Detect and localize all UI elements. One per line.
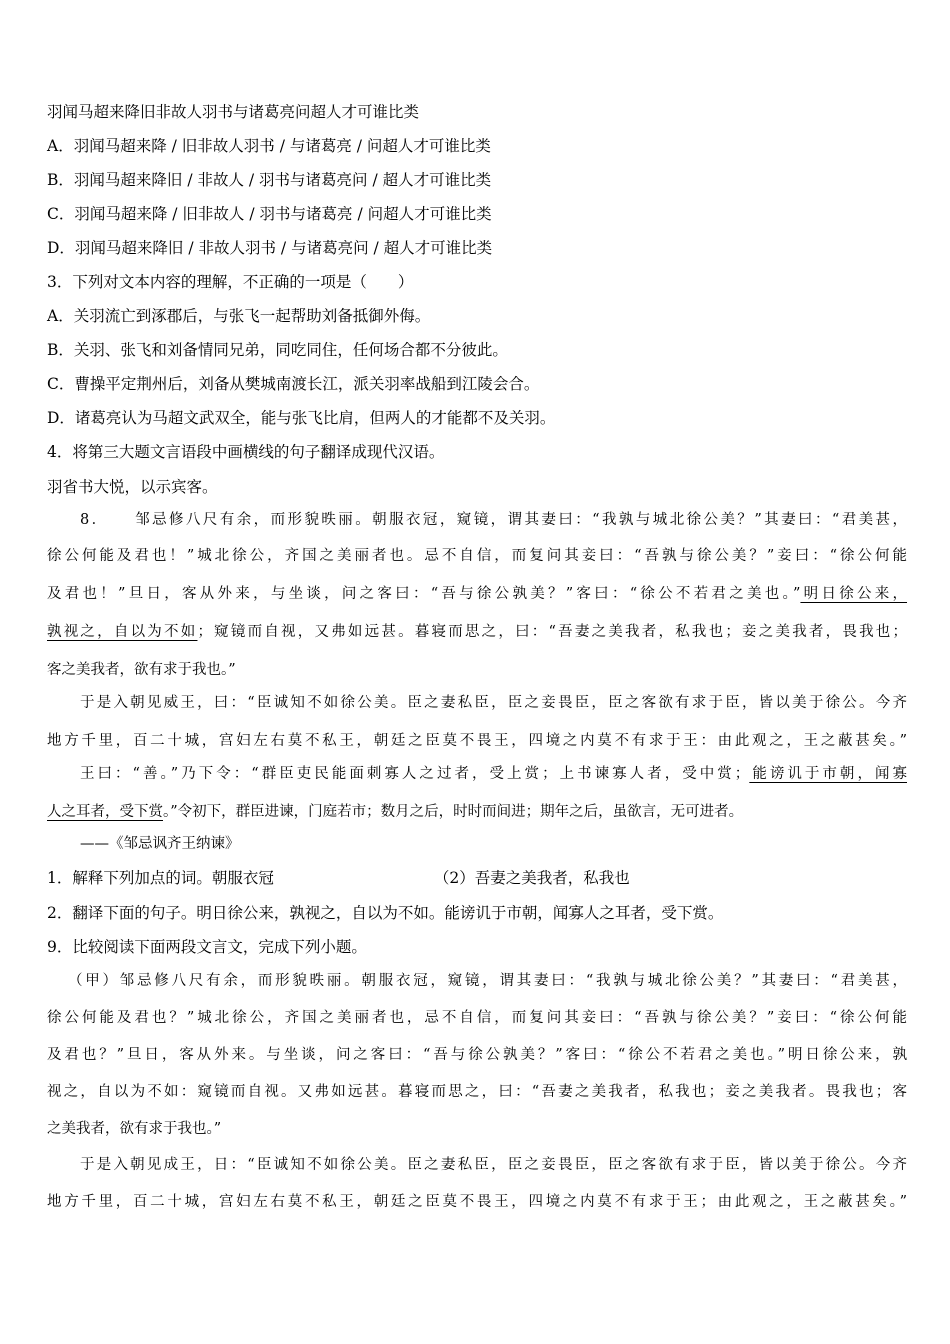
q9-passage-line: 于是入朝见成王，日：“臣诚知不如徐公美。臣之妻私臣，臣之妾畏臣，臣之客欲有求于臣，皆以美于徐公。今齐 [80, 1157, 907, 1173]
q9-passage-line: 地方千里，百二十城，宫妇左右莫不私王，朝廷之臣莫不畏王，四境之内莫不有求于王；由此观之，王之蔽甚矣。” [47, 1194, 907, 1210]
q9-passage-line: 之美我者，欲有求于我也。” [47, 1121, 222, 1137]
q8-passage-line: 地方千里，百二十城，宫妇左右莫不私王，朝廷之臣莫不畏王，四境之内莫不有求于王：由此观之，王之蔽甚矣。” [47, 733, 907, 749]
q4-stem: 4．将第三大题文言语段中画横线的句子翻译成现代汉语。 [47, 443, 445, 461]
q8-subquestion-1: 1．解释下列加点的词。朝服衣冠 （2）吾妻之美我者，私我也 [47, 869, 630, 887]
q4-sentence: 羽省书大悦，以示宾客。 [47, 478, 218, 496]
q8-passage-line: 孰视之，自以为不如；窥镜而自视，又弗如远甚。暮寝而思之，曰：“吾妻之美我者，私我也；妾之美我者，畏我也； [47, 624, 908, 640]
q8-number: 8． [80, 512, 102, 528]
underlined-sentence: 能谤讥于市朝，闻寡 [749, 766, 907, 782]
q3-stem: 3．下列对文本内容的理解，不正确的一项是（ ） [47, 273, 414, 291]
q8-passage-line: 8． 邹忌修八尺有余，而形貌昳丽。朝服衣冠，窥镜，谓其妻曰：“我孰与城北徐公美？”其妻曰：“君美甚， [80, 512, 907, 528]
q2-option-c: C．羽闻马超来降 / 旧非故人 / 羽书与诸葛亮 / 问超人才可谁比类 [47, 205, 492, 223]
q8-source: ——《邹忌讽齐王纳谏》 [80, 836, 240, 852]
underlined-sentence: 明日徐公来， [800, 586, 908, 602]
q9-passage-line: 视之，自以为不如：窥镜而自视。又弗如远甚。暮寝而思之，曰：“吾妻之美我者，私我也；妾之美我者。畏我也；客 [47, 1084, 907, 1100]
underlined-sentence: 人之耳者，受下赏 [47, 804, 163, 820]
q3-option-c: C．曹操平定荆州后，刘备从樊城南渡长江，派关羽率战船到江陵会合。 [47, 375, 540, 393]
q2-option-a: A．羽闻马超来降 / 旧非故人羽书 / 与诸葛亮 / 问超人才可谁比类 [47, 137, 491, 155]
q8-passage-line: 徐公何能及君也！”城北徐公，齐国之美丽者也。忌不自信，而复问其妾曰：“吾孰与徐公美？”妾曰：“徐公何能 [47, 548, 907, 564]
q9-stem: 9．比较阅读下面两段文言文，完成下列小题。 [47, 938, 367, 956]
q3-option-d: D．诸葛亮认为马超文武双全，能与张飞比肩，但两人的才能都不及关羽。 [47, 409, 556, 427]
q2-option-d: D．羽闻马超来降旧 / 非故人羽书 / 与诸葛亮问 / 超人才可谁比类 [47, 239, 493, 257]
q9-passage-line: （甲）邹忌修八尺有余，而形貌昳丽。朝服衣冠，窥镜，谓其妻曰：“我孰与城北徐公美？”其妻曰：“君美甚， [68, 973, 907, 989]
q9-passage-line: 及君也？”旦日，客从外来。与坐谈，问之客曰：“吾与徐公孰美？”客曰：“徐公不若君之美也。”明日徐公来，孰 [47, 1047, 907, 1063]
q2-option-b: B．羽闻马超来降旧 / 非故人 / 羽书与诸葛亮问 / 超人才可谁比类 [47, 171, 492, 189]
q8-passage-line: 客之美我者，欲有求于我也。” [47, 662, 236, 678]
q8-passage-line: 及君也！”旦日，客从外来，与坐谈，问之客曰：“吾与徐公孰美？”客曰：“徐公不若君之美也。”明日徐公来， [47, 586, 908, 602]
q8-passage-line: 于是入朝见威王，曰：“臣诚知不如徐公美。臣之妻私臣，臣之妾畏臣，臣之客欲有求于臣，皆以美于徐公。今齐 [80, 695, 907, 711]
q3-option-b: B．关羽、张飞和刘备情同兄弟，同吃同住，任何场合都不分彼此。 [47, 341, 508, 359]
q8-passage-line: 王曰：“善。”乃下令：“群臣吏民能面刺寡人之过者，受上赏；上书谏寡人者，受中赏；能谤讥于市朝，闻寡 [80, 766, 907, 782]
q9-passage-line: 徐公何能及君也？”城北徐公，齐国之美丽者也，忌不自信，而复问其妾曰：“吾孰与徐公美？”妾曰：“徐公何能 [47, 1010, 907, 1026]
q3-option-a: A．关羽流亡到涿郡后，与张飞一起帮助刘备抵御外侮。 [47, 307, 431, 325]
q8-passage-line: 人之耳者，受下赏。”令初下，群臣进谏，门庭若市；数月之后，时时而间进；期年之后，虽欲言，无可进者。 [47, 804, 744, 820]
q2-stem: 羽闻马超来降旧非故人羽书与诸葛亮问超人才可谁比类 [47, 103, 420, 121]
q8-subquestion-2: 2．翻译下面的句子。明日徐公来，孰视之，自以为不如。能谤讥于市朝，闻寡人之耳者，受下赏。 [47, 904, 724, 922]
underlined-sentence: 孰视之，自以为不如 [47, 624, 198, 640]
